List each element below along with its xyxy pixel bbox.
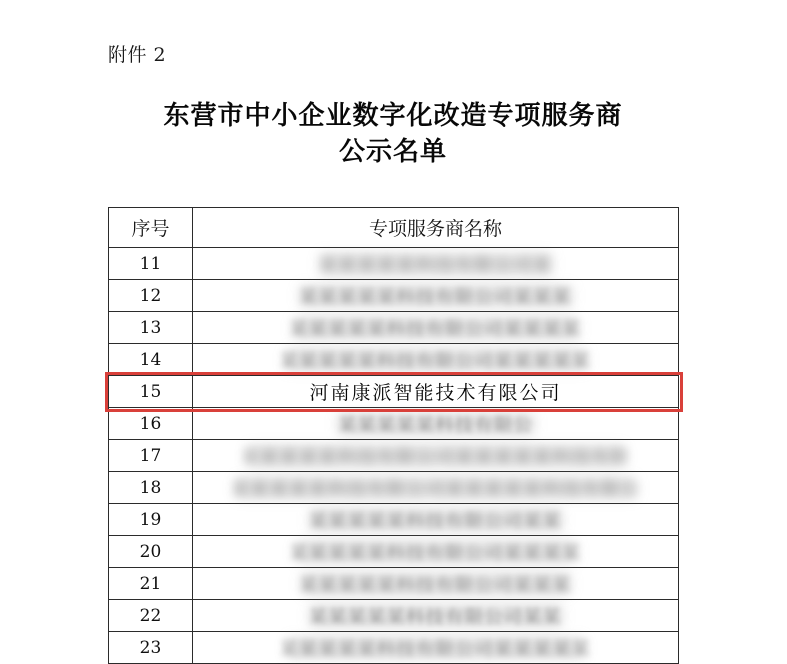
table-row [109,440,679,472]
redacted-provider-name: 某某某某某科技有限公司某某某某某科技有限 [240,446,631,468]
redacted-provider-name: 某某某某某科技有限公司某某某 [299,286,572,308]
redacted-provider-name: 某某某某某科技有限公司某 [318,254,553,276]
table-row [109,344,679,376]
redacted-provider-name: 某某某某某科技有限公司某某某 [299,574,572,596]
table-row [109,248,679,280]
row-provider-name [193,312,679,344]
row-provider-name [193,440,679,472]
row-index: 16 [109,408,193,440]
row-provider-name [193,504,679,536]
row-index: 11 [109,248,193,280]
redacted-provider-name: 某某某某某科技有限公司某某某某某 [279,638,592,660]
row-provider-name [193,344,679,376]
table-row [109,632,679,664]
row-provider-name [193,600,679,632]
column-header-name: 专项服务商名称 [193,208,679,248]
row-index: 23 [109,632,193,664]
row-provider-name [193,280,679,312]
column-header-index: 序号 [109,208,193,248]
page-title-line-1: 东营市中小企业数字化改造专项服务商 [163,101,623,131]
row-index: 13 [109,312,193,344]
row-index: 12 [109,280,193,312]
attachment-label: 附件 2 [108,44,167,66]
page-title-line-2: 公示名单 [338,137,447,167]
row-index: 22 [109,600,193,632]
table-row [109,536,679,568]
redacted-provider-name: 某某某某某科技有限公司某某 [308,510,563,532]
table-row [109,600,679,632]
redacted-provider-name: 某某某某某科技有限公司某某某某 [289,542,582,564]
redacted-provider-name: 某某某某某科技有限公司某某 [308,606,563,628]
table-row [109,312,679,344]
redacted-provider-name: 某某某某某科技有限公司某某某某某 [279,350,592,372]
table-header-row [109,208,679,248]
row-index: 21 [109,568,193,600]
table-row [109,568,679,600]
table-row [109,408,679,440]
table-body [109,248,679,664]
provider-name: 河南康派智能技术有限公司 [309,382,562,404]
row-provider-name [193,568,679,600]
redacted-provider-name: 某某某某某科技有限公司某某某某 [289,318,582,340]
row-index: 17 [109,440,193,472]
row-provider-name [193,536,679,568]
table-row [109,376,679,408]
row-provider-name [193,376,679,408]
page-title [108,98,678,170]
table-row [109,472,679,504]
service-provider-table [108,207,679,664]
row-index: 20 [109,536,193,568]
table-row [109,280,679,312]
redacted-provider-name: 某某某某某科技有限公 [338,414,533,436]
table-row [109,504,679,536]
row-provider-name [193,632,679,664]
row-provider-name [193,248,679,280]
service-provider-table-wrapper [108,207,678,664]
row-index: 18 [109,472,193,504]
row-index: 14 [109,344,193,376]
row-provider-name [193,408,679,440]
redacted-provider-name: 某某某某某科技有限公司某某某某某科技有限公 [230,478,641,500]
row-provider-name [193,472,679,504]
row-index: 19 [109,504,193,536]
row-index: 15 [109,376,193,408]
